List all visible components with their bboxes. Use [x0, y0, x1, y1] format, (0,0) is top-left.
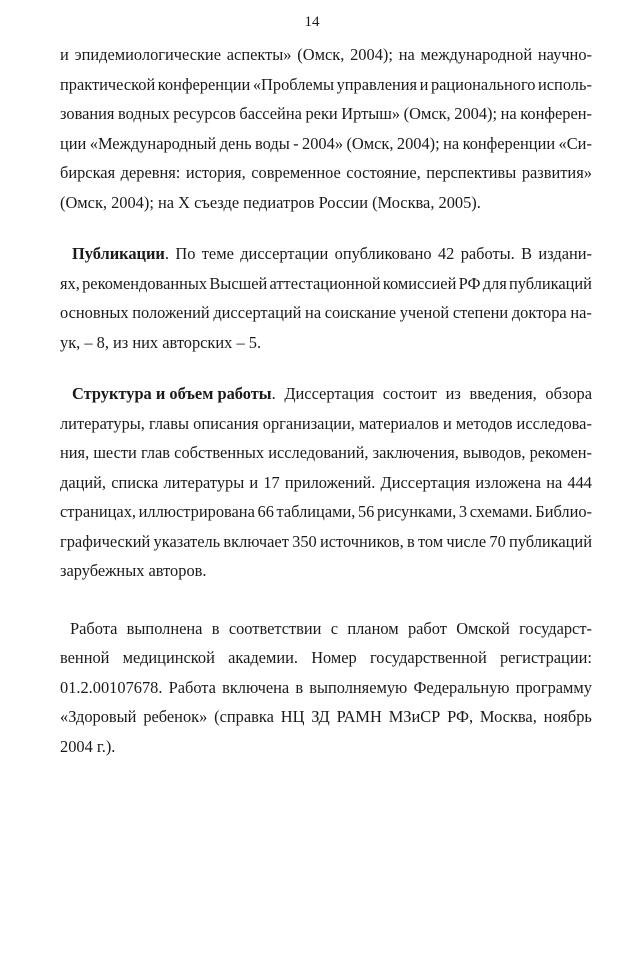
text-line: зарубежных авторов.: [60, 561, 207, 580]
text-line: Работа выполнена в соответствии с планом работ Омской государст-: [70, 618, 592, 638]
structure-heading: Структура и объем работы: [72, 384, 272, 403]
paragraph-conferences: [60, 40, 592, 217]
text-line: ния, шести глав собственных исследований, заключения, выводов, рекомен-: [60, 443, 592, 462]
text-line: ции «Международный день воды - 2004» (Омск, 2004); на конференции «Си-: [60, 133, 592, 153]
text-line: «Здоровый ребенок» (справка НЦ ЗД РАМН МЗиСР РФ, Москва, ноябрь: [60, 707, 592, 726]
text-line: 2004 г.).: [60, 736, 116, 756]
body-text: [60, 40, 592, 761]
page-number: 14: [304, 14, 320, 30]
text-line: венной медицинской академии. Номер государственной регистрации:: [60, 648, 592, 667]
text-line: (Омск, 2004); на X съезде педиатров России (Москва, 2005).: [60, 192, 481, 212]
text-line: ях, рекомендованных Высшей аттестационной комиссией РФ для публикаций: [60, 273, 592, 293]
text-line: графический указатель включает 350 источников, в том числе 70 публикаций: [60, 531, 592, 551]
text-line: Публикации. По теме диссертации опубликовано 42 работы. В издани-: [72, 244, 592, 263]
text-line: страницах, иллюстрирована 66 таблицами, 56 рисунками, 3 схемами. Библио-: [60, 502, 592, 521]
paragraph-structure: [60, 379, 592, 586]
text-line: и эпидемиологические аспекты» (Омск, 2004); на международной научно-: [60, 45, 592, 64]
text-line: 01.2.00107678. Работа включена в выполняемую Федеральную программу: [60, 677, 592, 697]
text-line: бирская деревня: история, современное состояние, перспективы развития»: [60, 163, 592, 182]
paragraph-registration: [60, 614, 592, 762]
text-line: практической конференции «Проблемы управления и рационального исполь-: [60, 74, 592, 94]
text-line: литературы, главы описания организации, материалов и методов исследова-: [60, 413, 592, 433]
text-line: Структура и объем работы. Диссертация состоит из введения, обзора: [72, 384, 592, 403]
text-line: основных положений диссертаций на соискание ученой степени доктора на-: [60, 303, 592, 322]
text-line: даций, списка литературы и 17 приложений. Диссертация изложена на 444: [60, 472, 592, 492]
text-line: зования водных ресурсов бассейна реки Иртыш» (Омск, 2004); на конферен-: [60, 104, 592, 123]
text-line: ук, – 8, из них авторских – 5.: [60, 332, 262, 352]
paragraph-publications: [60, 239, 592, 357]
publications-heading: Публикации: [72, 244, 165, 263]
